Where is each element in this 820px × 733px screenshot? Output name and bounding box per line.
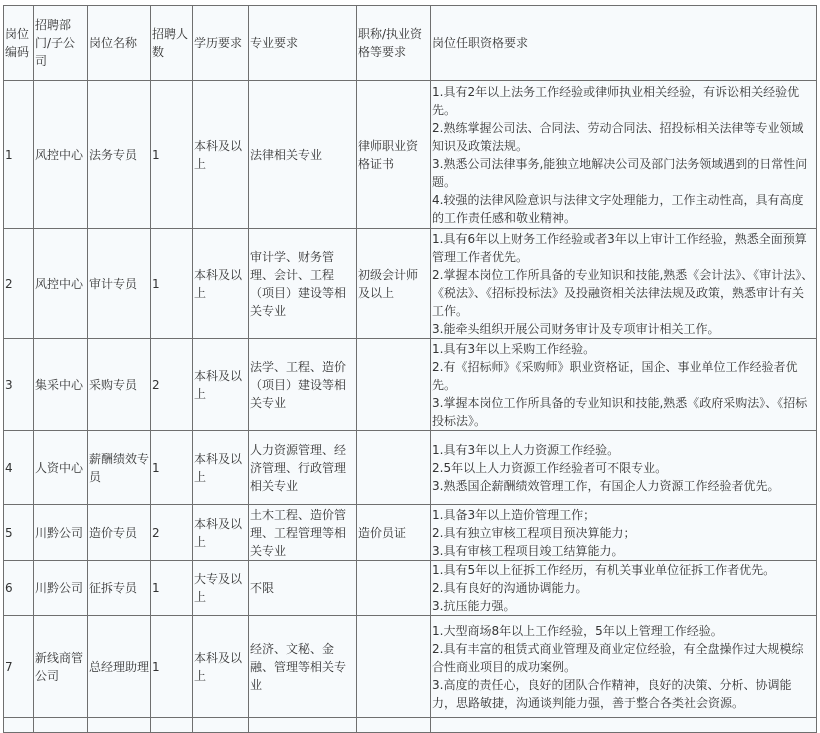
header-title-cert: 职称/执业资格等要求 [357, 6, 431, 81]
header-dept: 招聘部门/子公司 [34, 6, 88, 81]
requirement-item: 2.5年以上人力资源工作经验者可不限专业。 [432, 460, 668, 475]
requirement-item: 1.具有3年以上人力资源工作经验。 [432, 442, 620, 457]
table-row [4, 81, 817, 229]
cell-count: 2 [151, 505, 193, 561]
requirement-item: 3.熟悉国企薪酬绩效管理工作，有国企人力资源工作经验者优先。 [432, 478, 780, 493]
cell-education: 本科及以上 [193, 339, 249, 431]
requirement-item: 1.具有2年以上法务工作经验或律师执业相关经验，有诉讼相关经验优先。 [432, 84, 800, 117]
header-position: 岗位名称 [88, 6, 151, 81]
requirement-item: 2.掌握本岗位工作所具备的专业知识和技能,熟悉《会计法》、《审计法》、《税法》、《招标投标法》及投融资相关法律法规及政策，熟悉审计有关工作。 [432, 267, 814, 318]
cell-education: 本科及以上 [193, 505, 249, 561]
table-row [4, 505, 817, 561]
cell-count: 1 [151, 616, 193, 718]
cell-title-cert: 律师职业资格证书 [357, 81, 431, 229]
cell-count: 1 [151, 561, 193, 616]
cell-title-cert [357, 431, 431, 505]
cell-major: 不限 [249, 561, 357, 616]
cell-position: 采购专员 [88, 339, 151, 431]
cell-position: 薪酬绩效专员 [88, 431, 151, 505]
cell-count: 1 [151, 229, 193, 339]
requirement-item: 4.较强的法律风险意识与法律文字处理能力，工作主动性高，具有高度的工作责任感和敬业精神。 [432, 192, 804, 225]
empty-cell [357, 718, 431, 733]
cell-count: 1 [151, 81, 193, 229]
cell-education: 大专及以上 [193, 561, 249, 616]
cell-education: 本科及以上 [193, 81, 249, 229]
empty-cell [34, 718, 88, 733]
requirement-item: 1.具有3年以上采购工作经验。 [432, 341, 596, 356]
cell-dept: 风控中心 [34, 81, 88, 229]
cell-code: 5 [4, 505, 34, 561]
table-row [4, 616, 817, 718]
cell-major: 土木工程、造价管理、工程管理等相关专业 [249, 505, 357, 561]
cell-education: 本科及以上 [193, 229, 249, 339]
cell-requirements [431, 81, 817, 229]
cell-requirements [431, 339, 817, 431]
empty-cell [151, 718, 193, 733]
cell-code: 2 [4, 229, 34, 339]
requirement-item: 1.具备3年以上造价管理工作； [432, 507, 596, 522]
header-education: 学历要求 [193, 6, 249, 81]
cell-requirements [431, 431, 817, 505]
table-row [4, 431, 817, 505]
table-row [4, 339, 817, 431]
cell-dept: 集采中心 [34, 339, 88, 431]
header-major: 专业要求 [249, 6, 357, 81]
header-count: 招聘人数 [151, 6, 193, 81]
cell-major: 经济、文秘、金融、管理等相关专业 [249, 616, 357, 718]
requirement-item: 3.熟悉公司法律事务,能独立地解决公司及部门法务领域遇到的日常性问题。 [432, 156, 808, 189]
cell-title-cert: 造价员证 [357, 505, 431, 561]
cell-count: 2 [151, 339, 193, 431]
cell-major: 审计学、财务管理、会计、工程（项目）建设等相关专业 [249, 229, 357, 339]
table-wrapper [3, 5, 817, 733]
empty-cell [88, 718, 151, 733]
empty-cell [431, 718, 817, 733]
cell-code: 4 [4, 431, 34, 505]
requirement-item: 2.熟练掌握公司法、合同法、劳动合同法、招投标相关法律等专业领域知识及政策法规。 [432, 120, 804, 153]
cell-position: 审计专员 [88, 229, 151, 339]
cell-requirements [431, 616, 817, 718]
requirement-item: 2.有《招标师》《采购师》职业资格证，国企、事业单位工作经验者优先。 [432, 359, 798, 392]
cell-requirements [431, 229, 817, 339]
requirement-item: 1.具有6年以上财务工作经验或者3年以上审计工作经验，熟悉全面预算管理工作者优先。 [432, 231, 807, 264]
cell-requirements [431, 561, 817, 616]
cell-title-cert [357, 616, 431, 718]
cell-position: 法务专员 [88, 81, 151, 229]
cell-code: 3 [4, 339, 34, 431]
cell-dept: 新线商管公司 [34, 616, 88, 718]
requirement-item: 3.具有审核工程项目竣工结算能力。 [432, 543, 624, 558]
cell-dept: 川黔公司 [34, 505, 88, 561]
table-row-partial [4, 718, 817, 733]
empty-cell [4, 718, 34, 733]
cell-position: 征拆专员 [88, 561, 151, 616]
requirement-item: 2.具有独立审核工程项目预决算能力； [432, 525, 636, 540]
cell-dept: 人资中心 [34, 431, 88, 505]
requirement-item: 1.具有5年以上征拆工作经历，有机关事业单位征拆工作者优先。 [432, 563, 776, 577]
cell-title-cert [357, 339, 431, 431]
cell-education: 本科及以上 [193, 616, 249, 718]
requirement-item: 1.大型商场8年以上工作经验，5年以上管理工作经验。 [432, 623, 723, 638]
cell-requirements [431, 505, 817, 561]
cell-position: 造价专员 [88, 505, 151, 561]
table-body [4, 81, 817, 733]
cell-major: 人力资源管理、经济管理、行政管理相关专业 [249, 431, 357, 505]
requirement-item: 3.掌握本岗位工作所具备的专业知识和技能,熟悉《政府采购法》、《招标投标法》。 [432, 395, 808, 428]
requirement-item: 2.具有良好的沟通协调能力。 [432, 581, 588, 595]
requirement-item: 3.抗压能力强。 [432, 599, 516, 613]
cell-code: 6 [4, 561, 34, 616]
recruitment-table [3, 5, 817, 733]
cell-count: 1 [151, 431, 193, 505]
cell-major: 法学、工程、造价（项目）建设等相关专业 [249, 339, 357, 431]
empty-cell [249, 718, 357, 733]
cell-title-cert [357, 561, 431, 616]
requirement-item: 2.具有丰富的租赁式商业管理及商业定位经验，有全盘操作过大规模综合性商业项目的成功案例。 [432, 641, 804, 674]
header-code: 岗位编码 [4, 6, 34, 81]
requirement-item: 3.高度的责任心，良好的团队合作精神，良好的决策、分析、协调能力，思路敏捷，沟通谈判能力强，善于整合各类社会资源。 [432, 677, 792, 710]
cell-title-cert: 初级会计师及以上 [357, 229, 431, 339]
table-row [4, 229, 817, 339]
header-requirements: 岗位任职资格要求 [431, 6, 817, 81]
cell-major: 法律相关专业 [249, 81, 357, 229]
cell-code: 7 [4, 616, 34, 718]
header-row [4, 6, 817, 81]
cell-dept: 川黔公司 [34, 561, 88, 616]
cell-position: 总经理助理 [88, 616, 151, 718]
table-row [4, 561, 817, 616]
cell-dept: 风控中心 [34, 229, 88, 339]
cell-education: 本科及以上 [193, 431, 249, 505]
empty-cell [193, 718, 249, 733]
requirement-item: 3.能牵头组织开展公司财务审计及专项审计相关工作。 [432, 321, 720, 336]
cell-code: 1 [4, 81, 34, 229]
